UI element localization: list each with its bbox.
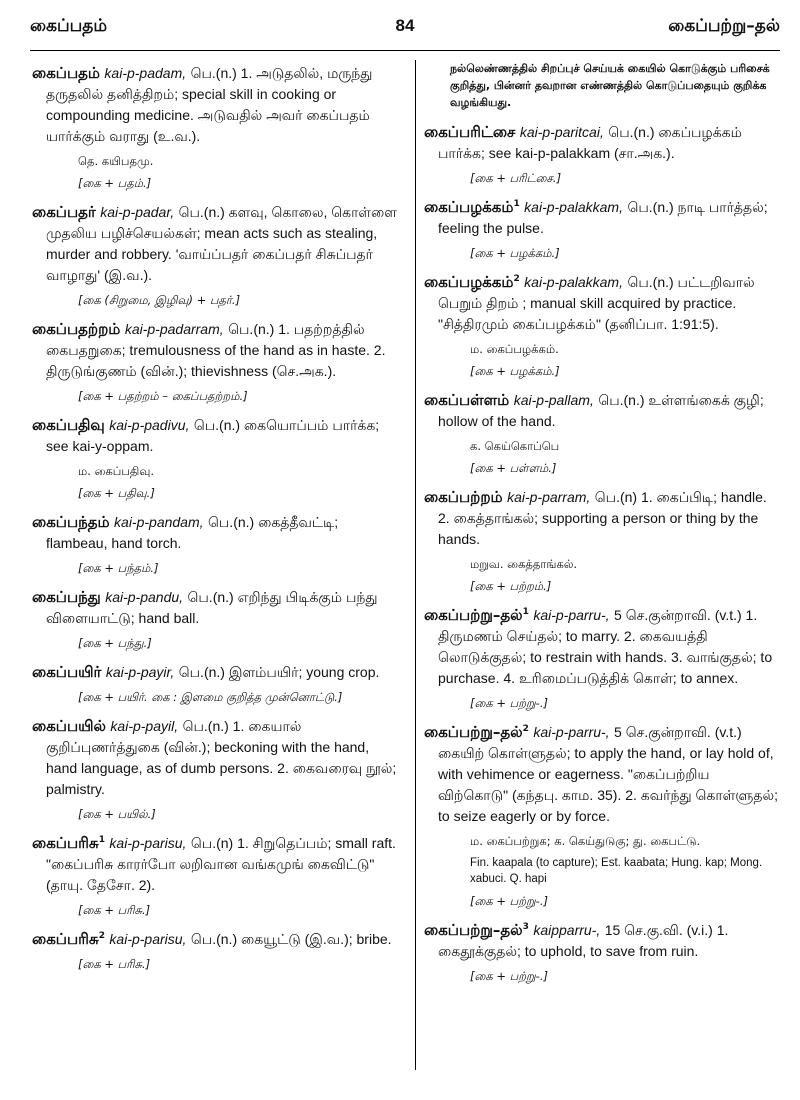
dictionary-entry bbox=[32, 584, 400, 629]
definition: பெ.(n.) களவு, கொலை, கொள்ளை முதலிய பழிச்செயல்கள்; mean acts such as stealing, murder and robbery. 'வாய்ப்பதர் கைப்பதர் சிசுப்பதர் வாழாது' (இ.வ.). bbox=[46, 204, 397, 283]
cognates: தெ. கயிபதமு. bbox=[78, 154, 154, 168]
dictionary-entry bbox=[424, 484, 782, 550]
transliteration: kai-p-paritcai, bbox=[519, 124, 604, 140]
cognates: ம. கைப்பழக்கம். bbox=[470, 342, 559, 356]
etymology: [கை + பற்று-.] bbox=[470, 894, 548, 908]
definition: பெ.(n.) 1. அடுதலில், மருந்து தருதலில் தனித்திறம்; special skill in cooking or compounding medicine. அடுவதில் அவர் கைப்பதம் யார்க்கும் வராது (உ.வ.). bbox=[46, 65, 373, 144]
headword: கைப்பதிவு bbox=[32, 416, 105, 434]
etymology: [கை + பயில்.] bbox=[78, 807, 156, 821]
definition: பெ.(n) 1. சிறுதெப்பம்; small raft. "கைப்பரிசு காரர்போ லறிவான வங்கமுங் கைவிட்டு" (தாயு. தேசோ. 2). bbox=[46, 835, 396, 893]
dictionary-entry bbox=[32, 830, 400, 896]
etymology: [கை + பதம்.] bbox=[78, 176, 152, 190]
etymology: [கை + பற்று-.] bbox=[470, 969, 548, 983]
cognates: க. கெய்கொப்பெ bbox=[470, 439, 560, 453]
headword: கைப்பழக்கம்$^1$ bbox=[424, 198, 520, 216]
headword: கைப்பற்று–தல்$^1$ bbox=[424, 606, 529, 624]
headword: கைப்பந்தம் bbox=[32, 513, 110, 531]
headword: கைப்பதம் bbox=[32, 64, 100, 82]
headword: கைப்பதர் bbox=[32, 203, 96, 221]
headword: கைப்பற்று–தல்$^3$ bbox=[424, 921, 529, 939]
transliteration: kai-p-pandam, bbox=[114, 514, 204, 530]
dictionary-entry bbox=[32, 199, 400, 286]
transliteration: kai-p-parram, bbox=[507, 489, 591, 505]
definition: பெ.(n.) கைப்பழக்கம் பார்க்க; see kai-p-palakkam (சா.அக.). bbox=[438, 124, 742, 161]
definition: 5 செ.குன்றாவி. (v.t.) 1. திருமணம் செய்தல்; to marry. 2. கைவயத்தி லொடுக்குதல்; to restrain with hands. 3. வாங்குதல்; to purchase. 4. உரிமைப்படுத்திக் கொள்; to annex. bbox=[438, 607, 773, 686]
transliteration: kai-p-padivu, bbox=[109, 417, 190, 433]
definition: பெ.(n.) கைத்தீவட்டி; flambeau, hand torch. bbox=[46, 514, 339, 551]
header-left-guideword: கைப்பதம் bbox=[30, 16, 108, 36]
transliteration: kai-p-payir, bbox=[105, 664, 175, 680]
headword: கைப்பழக்கம்$^2$ bbox=[424, 273, 520, 291]
transliteration: kai-p-palakkam, bbox=[524, 199, 623, 215]
etymology: [கை + பந்து.] bbox=[78, 636, 152, 650]
dictionary-entry bbox=[32, 60, 400, 147]
transliteration: kai-p-parru-, bbox=[533, 724, 610, 740]
headword: கைப்பயிர் bbox=[32, 663, 102, 681]
definition: பெ.(n.) 1. கையால் குறிப்புணர்த்துகை (வின்.); beckoning with the hand, hand language, as of dumb persons. 2. கைவரைவு நூல்; palmistry. bbox=[46, 718, 397, 797]
headword: கைப்பள்ளம் bbox=[424, 391, 510, 409]
cognates: ம. கைப்பற்றுக; க. கெய்துடுகு; து. கைபட்டு. bbox=[470, 834, 701, 848]
definition: பெ.(n.) நாடி பார்த்தல்; feeling the pulse. bbox=[438, 199, 768, 236]
headword: கைப்பற்று–தல்$^2$ bbox=[424, 723, 529, 741]
definition: பெ.(n.) உள்ளங்கைக் குழி; hollow of the hand. bbox=[438, 392, 764, 429]
page-header bbox=[30, 16, 780, 46]
headword: கைப்பரிட்சை bbox=[424, 123, 516, 141]
cognates: ம. கைப்பதிவு. bbox=[78, 464, 155, 478]
dictionary-entry bbox=[424, 119, 782, 164]
definition: 15 செ.கு.வி. (v.i.) 1. கைதூக்குதல்; to uphold, to save from ruin. bbox=[438, 922, 729, 959]
foreign-cognates: Fin. kaapala (to capture); Est. kaabata; Hung. kap; Mong. xabuci. Q. hapi bbox=[470, 857, 763, 885]
dictionary-entry bbox=[424, 387, 782, 432]
etymology: [கை + பயிர். கை : இளமை குறித்த முன்னொட்டு.] bbox=[78, 690, 343, 704]
transliteration: kai-p-pandu, bbox=[105, 589, 184, 605]
definition: பெ.(n.) இளம்பயிர்; young crop. bbox=[178, 664, 380, 680]
headword: கைப்பந்து bbox=[32, 588, 101, 606]
left-column bbox=[32, 60, 400, 1080]
transliteration: kai-p-parru-, bbox=[533, 607, 610, 623]
definition: பெ.(n.) 1. பதற்றத்தில் கைபதறுகை; tremulousness of the hand as in haste. 2. திருடுங்குணம் (வின்.); thievishness (செ.அக.). bbox=[46, 321, 386, 379]
etymology: [கை + பழக்கம்.] bbox=[470, 246, 560, 260]
transliteration: kai-p-parisu, bbox=[109, 931, 187, 947]
transliteration: kaipparru-, bbox=[533, 922, 601, 938]
continuation-note: நல்லெண்ணத்தில் சிறப்புச் செய்யக் கையில் கொடுக்கும் பரிசைக் குறித்து, பின்னர் தவறான எண்ணத்தில் கொடுப்பதையும் குறிக்க வழங்கியது. bbox=[450, 62, 770, 109]
header-right-guideword: கைப்பற்று–தல் bbox=[668, 16, 780, 36]
headword: கைப்பற்றம் bbox=[424, 488, 503, 506]
etymology: [கை + பள்ளம்.] bbox=[470, 461, 557, 475]
definition: பெ.(n.) கையூட்டு (இ.வ.); bribe. bbox=[190, 931, 392, 947]
right-entries bbox=[424, 119, 782, 984]
transliteration: kai-p-padarram, bbox=[124, 321, 224, 337]
dictionary-entry bbox=[32, 659, 400, 683]
etymology: [கை + பரிசு.] bbox=[78, 957, 151, 971]
etymology: [கை + பரிசு.] bbox=[78, 903, 151, 917]
definition: பெ.(n.) எறிந்து பிடிக்கும் பந்து விளையாட்டு; hand ball. bbox=[46, 589, 378, 626]
etymology: [கை + பற்று-.] bbox=[470, 696, 548, 710]
dictionary-entry bbox=[424, 719, 782, 827]
etymology: [கை + பரிட்சை.] bbox=[470, 171, 562, 185]
definition: 5 செ.குன்றாவி. (v.t.) கையிற் கொள்ளுதல்; to apply the hand, or lay hold of, with vehimence or eagerness. "கைப்பற்றிய விற்கொடு" (கந்தபு. காம. 35). 2. கவர்ந்து கொள்ளுதல்; to seize eagerly or by force. bbox=[438, 724, 778, 824]
definition: பெ.(n) 1. கைப்பிடி; handle. 2. கைத்தாங்கல்; supporting a person or thing by the hands. bbox=[438, 489, 767, 547]
etymology: [கை + பழக்கம்.] bbox=[470, 364, 560, 378]
transliteration: kai-p-padam, bbox=[104, 65, 187, 81]
dictionary-entry bbox=[424, 269, 782, 335]
header-rule bbox=[30, 50, 780, 51]
dictionary-entry bbox=[32, 713, 400, 800]
dictionary-entry bbox=[424, 194, 782, 239]
etymology: [கை + பந்தம்.] bbox=[78, 561, 159, 575]
etymology: [கை + பற்றம்.] bbox=[470, 579, 552, 593]
headword: கைப்பரிசு$^1$ bbox=[32, 834, 105, 852]
transliteration: kai-p-pallam, bbox=[513, 392, 594, 408]
transliteration: kai-p-padar, bbox=[100, 204, 175, 220]
headword: கைப்பயில் bbox=[32, 717, 106, 735]
headword: கைப்பதற்றம் bbox=[32, 320, 121, 338]
etymology: [கை + பதற்றம் – கைப்பதற்றம்.] bbox=[78, 389, 248, 403]
cognates: மறுவ. கைத்தாங்கல். bbox=[470, 557, 578, 571]
headword: கைப்பரிசு$^2$ bbox=[32, 930, 105, 948]
transliteration: kai-p-parisu, bbox=[109, 835, 187, 851]
dictionary-entry bbox=[32, 412, 400, 457]
definition: பெ.(n.) கையொப்பம் பார்க்க; see kai-y-oppam. bbox=[46, 417, 380, 454]
transliteration: kai-p-payil, bbox=[110, 718, 179, 734]
dictionary-entry bbox=[32, 509, 400, 554]
dictionary-entry bbox=[32, 316, 400, 382]
etymology: [கை (சிறுமை, இழிவு) + பதர்.] bbox=[78, 293, 241, 307]
transliteration: kai-p-palakkam, bbox=[524, 274, 623, 290]
right-column bbox=[424, 60, 782, 1080]
dictionary-entry bbox=[424, 917, 782, 962]
column-divider bbox=[415, 60, 416, 1070]
dictionary-entry bbox=[424, 602, 782, 689]
page-number: 84 bbox=[395, 16, 415, 35]
definition: பெ.(n.) பட்டறிவால் பெறும் திறம் ; manual skill acquired by practice. "சித்திரமும் கைப்பழக்கம்" (தனிப்பா. 1:91:5). bbox=[438, 274, 755, 332]
dictionary-entry bbox=[32, 926, 400, 950]
etymology: [கை + பதிவு.] bbox=[78, 486, 155, 500]
